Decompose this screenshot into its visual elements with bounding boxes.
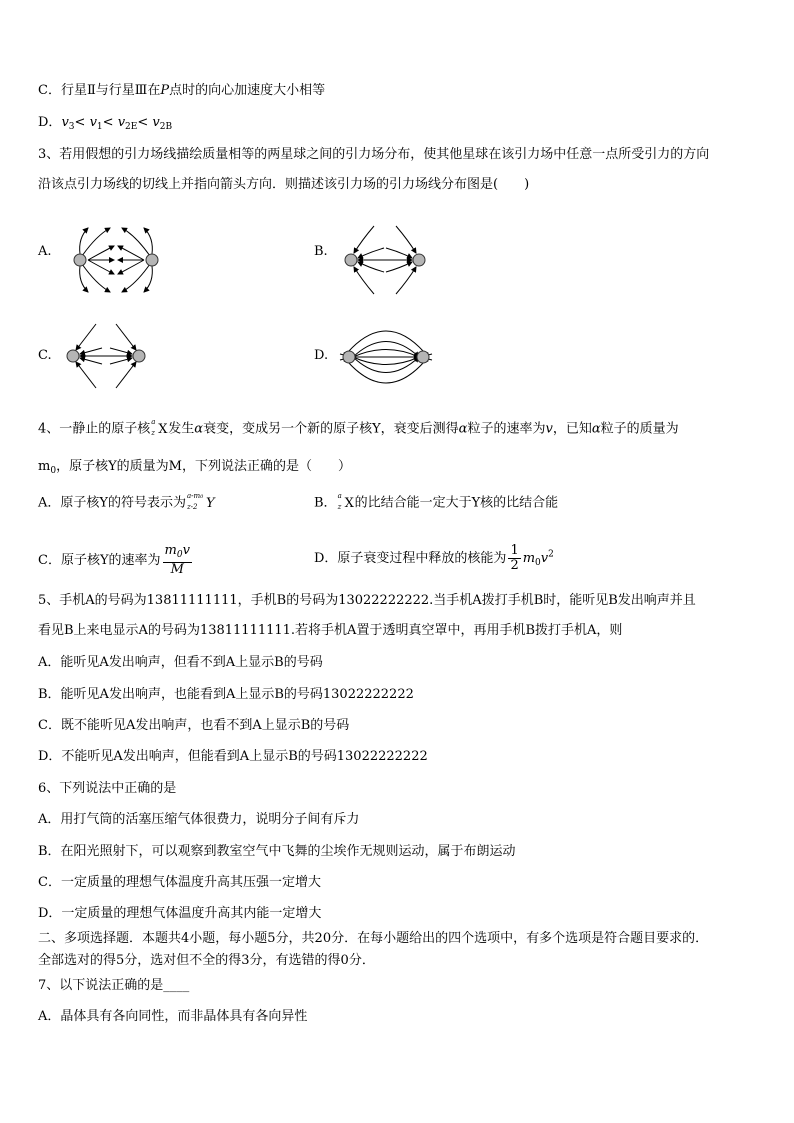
field-diagram-d <box>338 324 434 390</box>
q2-option-c-text: C．行星Ⅱ与行星Ⅲ在 <box>38 83 161 98</box>
q2-option-c-point: P <box>160 83 170 98</box>
frac-num <box>163 544 192 563</box>
section2-line2: 全部选对的得5分，选对但不全的得3分，有选错的得0分． <box>38 953 375 968</box>
q2-option-d-label: D． <box>38 115 62 130</box>
q4-option-b-label: B． <box>314 495 337 511</box>
star-left <box>67 350 79 362</box>
q5-option-c: C．既不能听见A发出响声，也看不到A上显示B的号码 <box>38 718 350 733</box>
q6-option-a: A．用打气筒的活塞压缩气体很费力，说明分子间有斥力 <box>38 812 360 827</box>
v3: v <box>61 115 69 130</box>
q4-option-b-text: 的比结合能一定大于Y核的比结合能 <box>354 495 559 511</box>
isotope-y <box>186 494 220 512</box>
mass-m-sub: 0 <box>50 466 57 476</box>
q5-stem-line2: 看见B上来电显示A的号码为13811111111.若将手机A置于透明真空罩中，再用手机B拨打手机A，则 <box>38 623 623 638</box>
fraction-m0v-over-M <box>163 544 192 577</box>
frac-num-v: v <box>182 543 190 558</box>
q3-label-a: A. <box>38 244 52 259</box>
q4-option-d-text: D．原子衰变过程中释放的核能为 <box>314 551 507 566</box>
q4-line2-tail: ，原子核Y的质量为M，下列说法正确的是（ ） <box>56 459 351 474</box>
iso-b-symbol: X <box>344 496 354 511</box>
q3-label-b: B. <box>314 244 328 259</box>
section2-line1: 二、多项选择题．本题共4小题，每小题5分，共20分．在每小题给出的四个选项中，有多个选项是符合题目要求的． <box>38 931 709 946</box>
q3-label-d: D. <box>314 348 329 363</box>
lt3: < <box>137 115 153 130</box>
field-diagram-a <box>66 222 166 298</box>
q4-stem-line1 <box>38 420 679 439</box>
star-left <box>343 351 355 363</box>
v1: v <box>89 115 97 130</box>
iso-y-mass <box>187 492 203 501</box>
v2b-sub: 2B <box>159 122 173 132</box>
iso-charge: z <box>151 429 155 437</box>
q5-option-d: D．不能听见A发出响声，但能看到A上显示B的号码13022222222 <box>38 749 428 764</box>
field-diagram-c <box>62 322 150 390</box>
alpha-symbol-2: α <box>458 421 468 437</box>
mass-m: m <box>38 459 51 474</box>
energy-m: m <box>522 551 536 566</box>
iso-b-mass: a <box>337 492 342 500</box>
energy-v: v <box>540 551 549 566</box>
q4-option-a-text: A．原子核Y的符号表示为 <box>38 495 186 511</box>
star-left <box>74 254 86 266</box>
q5-option-a: A．能听见A发出响声，但看不到A上显示B的号码 <box>38 655 323 670</box>
field-diagram-b <box>340 222 430 298</box>
energy-m-sub: 0 <box>535 558 541 568</box>
q6-option-c: C．一定质量的理想气体温度升高其压强一定增大 <box>38 875 321 890</box>
fraction-half <box>508 544 520 573</box>
q4-text-d: 粒子的速率为 <box>467 421 546 437</box>
v2b: v <box>152 115 160 130</box>
q7-stem: 7、以下说法正确的是____ <box>38 978 190 993</box>
iso-y-symbol: Y <box>205 496 215 511</box>
star-left <box>345 254 357 266</box>
q2-option-c-tail: 点时的向心加速度大小相等 <box>169 83 326 98</box>
q4-text-f: 粒子的质量为 <box>600 421 679 437</box>
isotope-x <box>150 420 168 438</box>
lt1: < <box>74 115 90 130</box>
q4-text-a: 4、一静止的原子核 <box>38 421 151 437</box>
q4-text-b: 发生 <box>168 421 195 437</box>
energy-v-sup: 2 <box>548 549 554 560</box>
star-right <box>413 254 425 266</box>
q2-option-c <box>38 82 325 100</box>
q4-stem-line2 <box>38 458 351 480</box>
v1-sub: 1 <box>96 122 103 132</box>
v3-sub: 3 <box>68 122 75 132</box>
iso-y-charge: z-2 <box>186 503 198 511</box>
q3-stem-line2: 沿该点引力场线的切线上并指向箭头方向．则描述该引力场的引力场线分布图是( ) <box>38 177 530 192</box>
frac-den: M <box>170 562 184 577</box>
star-right <box>146 254 158 266</box>
q6-option-d: D．一定质量的理想气体温度升高其内能一定增大 <box>38 906 322 921</box>
q6-stem: 6、下列说法中正确的是 <box>38 781 177 796</box>
v2e: v <box>117 115 126 130</box>
frac-num-m: m <box>164 543 177 558</box>
q2-option-d <box>38 114 172 136</box>
star-right <box>417 351 429 363</box>
iso-mass: a <box>151 418 156 426</box>
q5-option-b: B．能听见A发出响声，也能看到A上显示B的号码13022222222 <box>38 687 414 702</box>
half-den: 2 <box>510 558 519 573</box>
q4-text-c: 衰变，变成另一个新的原子核Y，衰变后测得 <box>203 421 459 437</box>
iso-y-mass-text: a-m <box>186 492 201 500</box>
isotope-x-b <box>337 494 355 512</box>
iso-b-charge: z <box>337 503 342 511</box>
q4-option-a <box>38 494 220 513</box>
lt2: < <box>102 115 118 130</box>
q4-option-b <box>314 494 558 513</box>
frac-num-sub: 0 <box>176 550 183 560</box>
q5-stem-line1: 5、手机A的号码为13811111111，手机B的号码为13022222222.当手机A拨打手机B时，能听见B发出响声并且 <box>38 593 696 608</box>
velocity-v: v <box>545 421 553 437</box>
q4-option-c <box>38 544 194 577</box>
q4-option-c-text: C．原子核Y的速率为 <box>38 553 161 568</box>
q3-label-c: C. <box>38 348 52 363</box>
half-num: 1 <box>510 543 519 558</box>
q7-option-a: A．晶体具有各向同性，而非晶体具有各向异性 <box>38 1009 308 1024</box>
alpha-symbol-3: α <box>591 421 601 437</box>
star-right <box>133 350 145 362</box>
iso-y-mass-sub: 0 <box>200 494 204 500</box>
iso-symbol: X <box>158 422 168 437</box>
q6-option-b: B．在阳光照射下，可以观察到教室空气中飞舞的尘埃作无规则运动，属于布朗运动 <box>38 844 516 859</box>
q4-option-d <box>314 544 554 573</box>
alpha-symbol: α <box>194 421 204 437</box>
q3-stem-line1: 3、若用假想的引力场线描绘质量相等的两星球之间的引力场分布，使其他星球在该引力场中任意一点所受引力的方向 <box>38 147 710 162</box>
q4-text-e: ，已知 <box>552 421 592 437</box>
v2e-sub: 2E <box>125 122 138 132</box>
